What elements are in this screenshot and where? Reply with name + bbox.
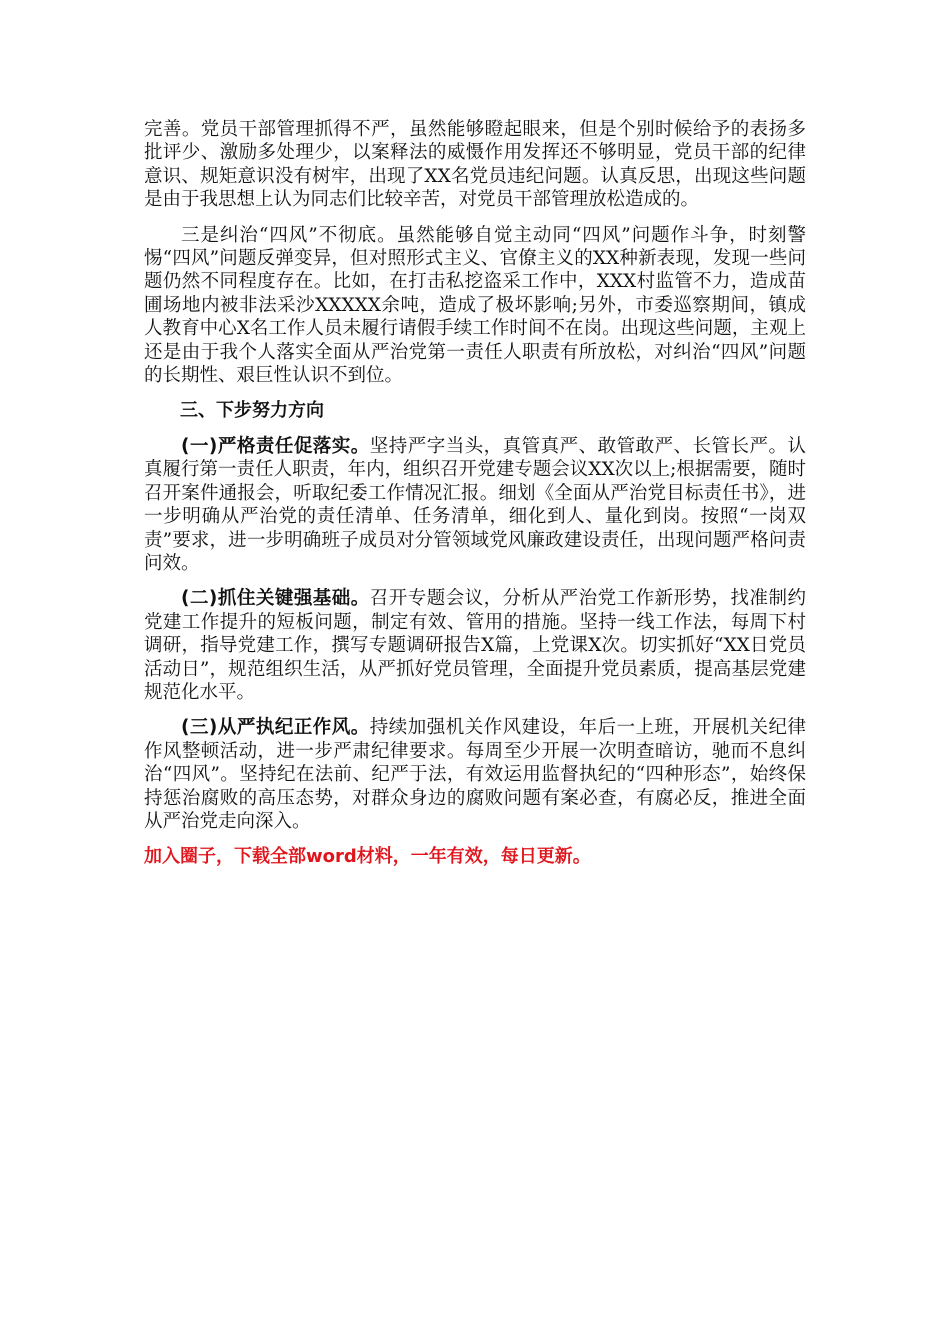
measure-paragraph-1 bbox=[144, 435, 806, 575]
measure-title-1: (一)严格责任促落实。 bbox=[181, 435, 370, 457]
measure-body-2: 召开专题会议，分析从严治党工作新形势，找准制约党建工作提升的短板问题，制定有效、管用的措施。坚持一线工作法，每周下村调研，指导党建工作，撰写专题调研报告X篇，上党课X次。切实抓好“XX日党员活动日”，规范组织生活，从严抓好党员管理，全面提升党员素质，提高基层党建规范化水平。 bbox=[144, 588, 806, 703]
measure-title-2: (二)抓住关键强基础。 bbox=[181, 588, 370, 610]
paragraph-four-winds: 三是纠治“四风”不彻底。虽然能够自觉主动同“四风”问题作斗争，时刻警惕“四风”问题反弹变异，但对照形式主义、官僚主义的XX种新表现，发现一些问题仍然不同程度存在。比如，在打击私挖盗采工作中，XXX村监管不力，造成苗圃场地内被非法采沙XXXXX余吨，造成了极坏影响;另外，市委巡察期间，镇成人教育中心X名工作人员未履行请假手续工作时间不在岗。出现这些问题，主观上还是由于我个人落实全面从严治党第一责任人职责有所放松，对纠治“四风”问题的长期性、艰巨性认识不到位。 bbox=[144, 224, 806, 387]
promo-link[interactable]: 加入圈子，下载全部word材料，一年有效，每日更新。 bbox=[144, 846, 591, 868]
document-body bbox=[144, 118, 806, 881]
paragraph-discipline-management: 完善。党员干部管理抓得不严，虽然能够瞪起眼来，但是个别时候给予的表扬多批评少、激励多处理少，以案释法的威慑作用发挥还不够明显，党员干部的纪律意识、规矩意识没有树牢，出现了XX名党员违纪问题。认真反思，出现这些问题是由于我思想上认为同志们比较辛苦，对党员干部管理放松造成的。 bbox=[144, 119, 806, 211]
measure-paragraph-2 bbox=[144, 587, 806, 704]
measure-body-3: 持续加强机关作风建设，年后一上班，开展机关纪律作风整顿活动，进一步严肃纪律要求。每周至少开展一次明查暗访，驰而不息纠治“四风”。坚持纪在法前、纪严于法，有效运用监督执纪的“四种形态”，始终保持惩治腐败的高压态势，对群众身边的腐败问题有案必查，有腐必反，推进全面从严治党走向深入。 bbox=[144, 717, 806, 832]
measure-paragraph-3 bbox=[144, 716, 806, 833]
measure-title-3: (三)从严执纪正作风。 bbox=[181, 717, 370, 739]
measure-body-1: 坚持严字当头，真管真严、敢管敢严、长管长严。认真履行第一责任人职责，年内，组织召开党建专题会议XX次以上;根据需要，随时召开案件通报会，听取纪委工作情况汇报。细划《全面从严治党目标责任书》，进一步明确从严治党的责任清单、任务清单，细化到人、量化到岗。按照“一岗双责”要求，进一步明确班子成员对分管领域党风廉政建设责任，出现问题严格问责问效。 bbox=[144, 435, 806, 574]
section-heading: 三、下步努力方向 bbox=[180, 400, 324, 422]
